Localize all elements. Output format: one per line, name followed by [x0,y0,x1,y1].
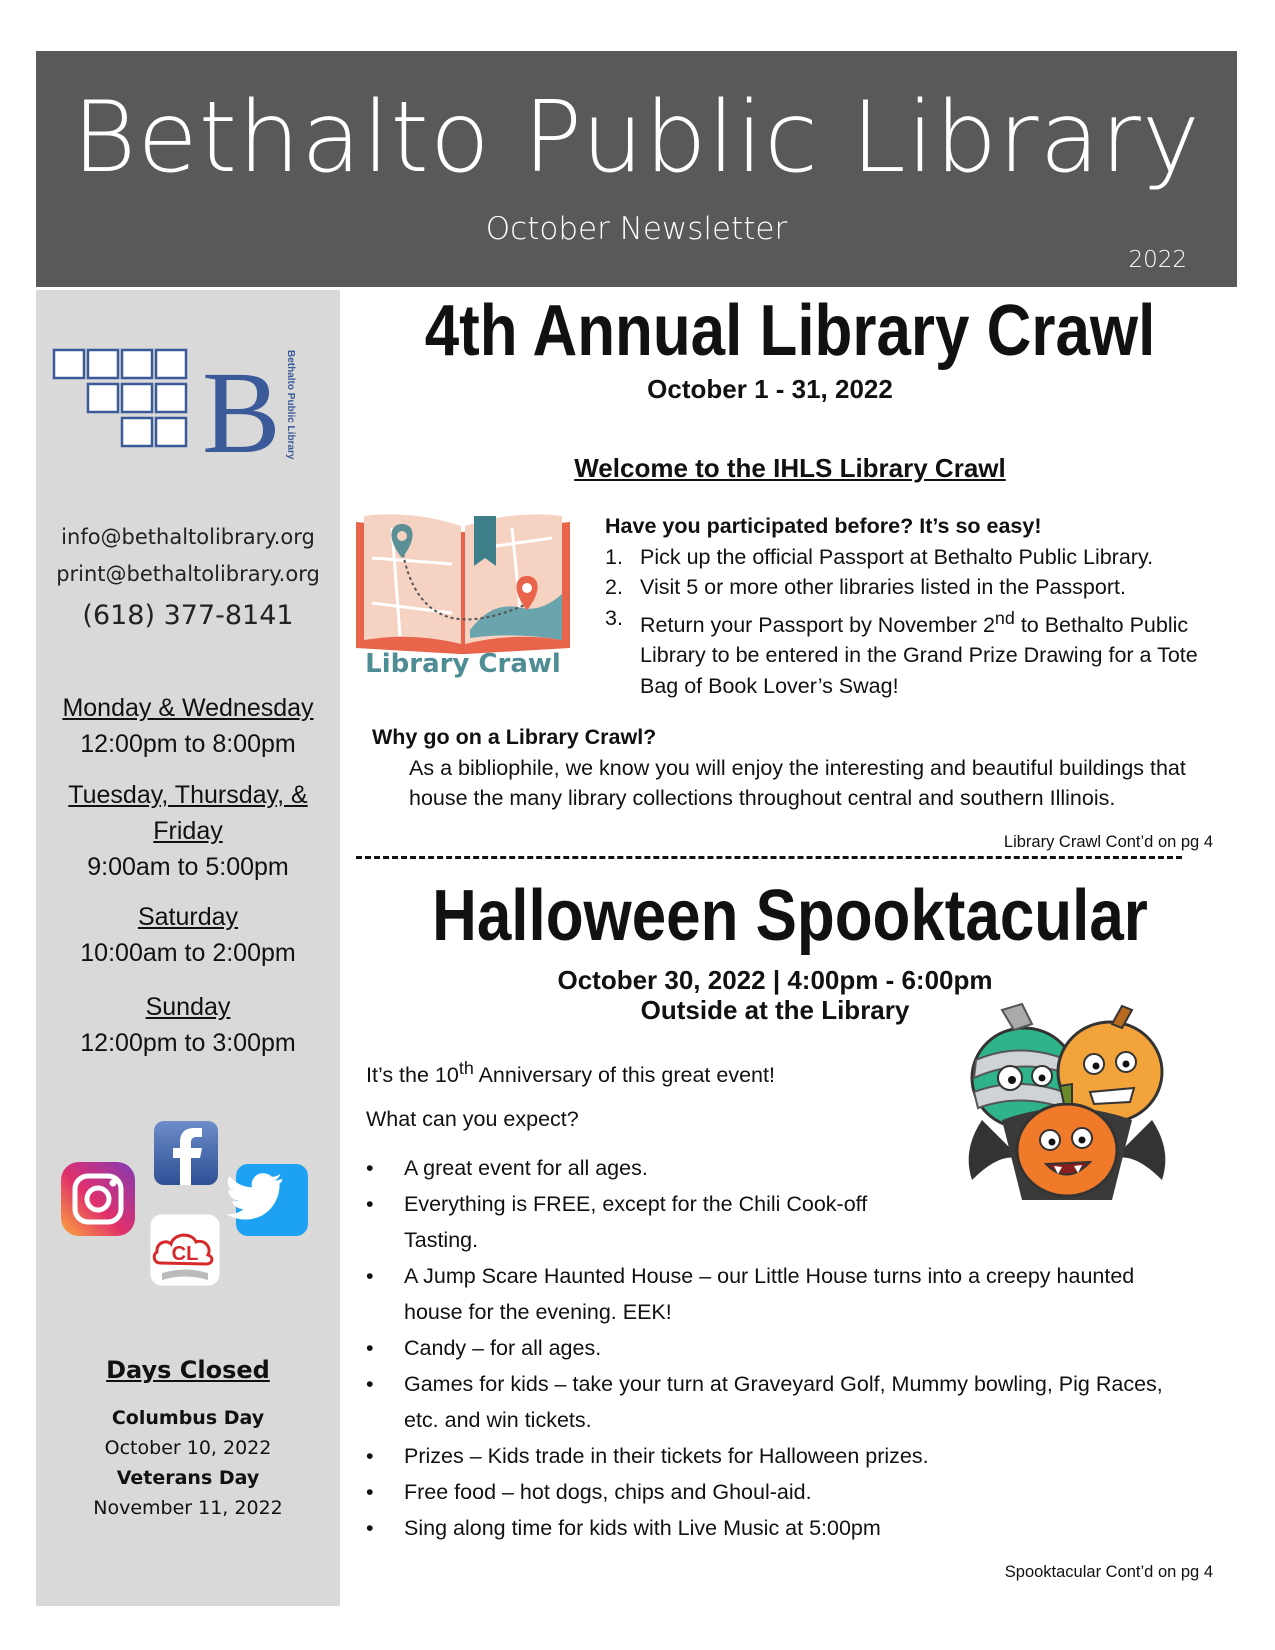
library-logo [52,348,320,478]
hours-mon-wed: Monday & Wednesday 12:00pm to 8:00pm [62,694,314,758]
crawl-question: Have you participated before? It’s so easy! [605,514,1042,538]
anniversary-text: It’s the 10th Anniversary of this great event! [366,1058,775,1088]
closed-name: Veterans Day [116,1467,260,1489]
twitter-icon[interactable] [226,1164,308,1236]
list-item: • A Jump Scare Haunted House – our Little House turns into a creepy haunted house for the evening. EEK! [366,1258,1196,1330]
newsletter-header [36,51,1237,287]
list-item: • A great event for all ages. [366,1150,1196,1186]
list-item: 1. Pick up the official Passport at Bethalto Public Library. [605,544,1154,569]
info-email[interactable]: info@bethaltolibrary.org [61,525,315,549]
halloween-when: October 30, 2022 | 4:00pm - 6:00pm [557,965,993,995]
list-item: 3. Return your Passport by November 2nd to Bethalto Public Library to be entered in the Grand Prize Drawing for a Tote Bag of Book Lover’s Swag! [605,605,1198,698]
crawl-dates: October 1 - 31, 2022 [647,374,893,404]
hours-saturday: Saturday 10:00am to 2:00pm [80,903,296,967]
list-item: • Games for kids – take your turn at Graveyard Golf, Mummy bowling, Pig Races, etc. and win tickets. [366,1366,1196,1438]
section-divider [356,856,1182,859]
library-title: Bethalto Public Library [72,81,1201,195]
expect-text: What can you expect? [366,1107,579,1131]
list-item: • Free food – hot dogs, chips and Ghoul-aid. [366,1474,1196,1510]
logo-side-text: Bethalto Public Library [285,350,296,460]
days-closed-title: Days Closed [106,1356,270,1384]
crawl-steps [605,511,1235,701]
list-item: • Sing along time for kids with Live Music at 5:00pm [366,1510,1196,1546]
social-icons [36,1118,340,1298]
library-crawl-map-image [352,508,574,683]
sidebar [36,290,340,1606]
crawl-continued: Library Crawl Cont’d on pg 4 [1003,833,1213,851]
instagram-icon[interactable] [61,1162,135,1236]
halloween-bullets [366,1150,1196,1546]
image-label: Library Crawl [365,649,561,679]
cloudlibrary-icon[interactable] [150,1214,220,1286]
halloween-where: Outside at the Library [640,995,910,1025]
hours-sunday: Sunday 12:00pm to 3:00pm [80,993,296,1057]
list-item: • Candy – for all ages. [366,1330,1196,1366]
logo-letter: B [202,348,281,478]
facebook-icon[interactable] [154,1121,218,1185]
phone-number[interactable]: (618) 377-8141 [82,600,294,631]
crawl-title: 4th Annual Library Crawl [424,291,1156,371]
newsletter-subtitle: October Newsletter [485,211,788,247]
svg-text:CL: CL [171,1243,199,1265]
closed-name: Columbus Day [111,1407,265,1429]
halloween-title: Halloween Spooktacular [432,876,1148,956]
hours-tue-thu-fri: Tuesday, Thursday, & Friday 9:00am to 5:00pm [68,781,308,881]
closed-date: October 10, 2022 [104,1437,272,1459]
crawl-why [372,722,1222,814]
why-answer: As a bibliophile, we know you will enjoy the interesting and beautiful buildings that house the many library collections throughout central and southern Illinois. [409,755,1186,810]
newsletter-year: 2022 [1128,247,1187,273]
why-question: Why go on a Library Crawl? [372,725,657,749]
list-item: • Everything is FREE, except for the Chili Cook-off Tasting. [366,1186,926,1258]
list-item: 2. Visit 5 or more other libraries listed in the Passport. [605,575,1126,599]
crawl-welcome: Welcome to the IHLS Library Crawl [574,453,1006,483]
print-email[interactable]: print@bethaltolibrary.org [56,562,320,586]
spooktacular-continued: Spooktacular Cont’d on pg 4 [1004,1563,1213,1581]
closed-date: November 11, 2022 [93,1497,283,1519]
list-item: • Prizes – Kids trade in their tickets for Halloween prizes. [366,1438,1196,1474]
